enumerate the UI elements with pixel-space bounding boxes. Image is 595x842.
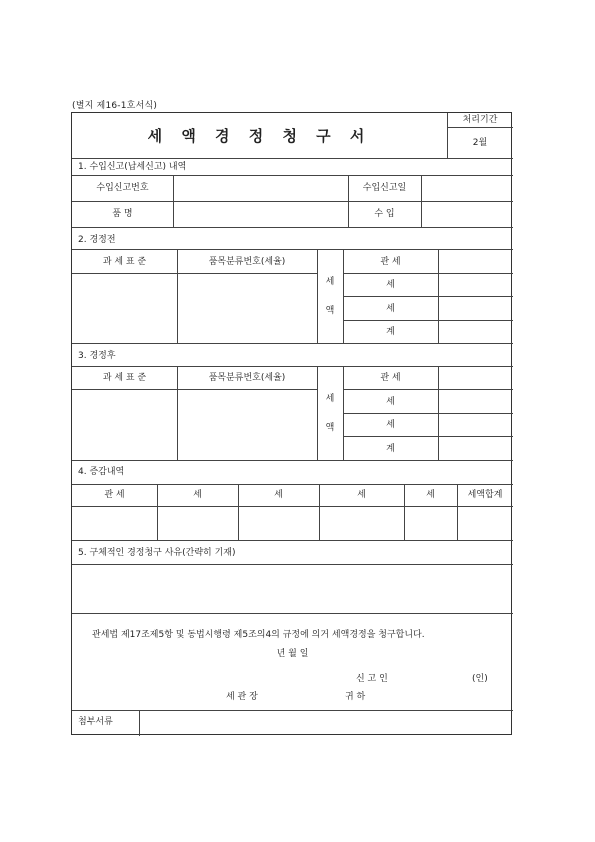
before-tax-amount-label-top: 세	[325, 277, 335, 287]
quantity-label: 수 입	[374, 209, 395, 219]
divider	[317, 249, 318, 343]
divider	[72, 158, 513, 159]
diff-total-field[interactable]	[458, 506, 513, 540]
after-customs-duty-label: 관 세	[380, 373, 401, 383]
after-hs-code-field[interactable]	[178, 389, 317, 460]
diff-customs-duty-field[interactable]	[72, 506, 157, 540]
before-tax3-label: 세	[386, 304, 395, 314]
before-tax-base-field[interactable]	[72, 273, 177, 343]
divider	[72, 227, 513, 228]
form-title: 세 액 경 정 청 구 서	[147, 127, 372, 145]
after-tax2-label: 세	[386, 397, 395, 407]
attachments-label: 첨부서류	[78, 717, 113, 727]
diff-tax4-label: 세	[357, 490, 366, 500]
before-tax-amount-label-bottom: 액	[325, 306, 335, 316]
declaration-number-field[interactable]	[174, 175, 348, 201]
correction-reason-field[interactable]	[72, 565, 513, 613]
diff-total-label: 세액합계	[467, 490, 503, 500]
section3-heading: 3. 경정후	[78, 351, 116, 361]
after-hs-code-label: 품목분류번호(세율)	[208, 373, 286, 383]
diff-tax2-field[interactable]	[158, 506, 238, 540]
processing-period-label: 처리기간	[462, 115, 498, 125]
diff-customs-duty-label: 관 세	[104, 490, 125, 500]
before-hs-code-field[interactable]	[178, 273, 317, 343]
divider	[447, 127, 513, 128]
declaration-date-label: 수입신고일	[362, 183, 407, 193]
after-customs-duty-field[interactable]	[439, 366, 513, 389]
before-total-label: 계	[386, 327, 395, 337]
section4-heading: 4. 증감내역	[78, 467, 125, 477]
diff-tax5-field[interactable]	[405, 506, 457, 540]
divider	[72, 613, 513, 614]
attachments-field[interactable]	[140, 711, 513, 735]
diff-tax2-label: 세	[193, 490, 202, 500]
diff-tax3-label: 세	[274, 490, 283, 500]
after-tax-base-field[interactable]	[72, 389, 177, 460]
after-total-field[interactable]	[439, 436, 513, 460]
after-tax3-label: 세	[386, 420, 395, 430]
before-tax-base-label: 과 세 표 준	[102, 257, 147, 267]
divider	[72, 540, 513, 541]
before-customs-duty-field[interactable]	[439, 249, 513, 273]
before-customs-duty-label: 관 세	[380, 257, 401, 267]
item-name-label: 품 명	[112, 209, 133, 219]
addressee-customs-chief: 세 관 장	[226, 692, 258, 702]
after-tax-amount-label-bottom: 액	[325, 423, 335, 433]
form-number-caption: (별지 제16-1호서식)	[72, 101, 158, 111]
divider	[348, 175, 349, 227]
tax-correction-request-form	[71, 112, 512, 735]
after-tax-base-label: 과 세 표 준	[102, 373, 147, 383]
seal-mark: (인)	[472, 674, 488, 684]
applicant-label: 신 고 인	[356, 674, 388, 684]
before-tax2-field[interactable]	[439, 273, 513, 296]
divider	[72, 484, 513, 485]
divider	[317, 366, 318, 460]
processing-period-value: 2월	[472, 138, 488, 148]
statement-date: 년 월 일	[276, 649, 309, 659]
after-tax-amount-label-top: 세	[325, 394, 335, 404]
divider	[72, 460, 513, 461]
before-tax3-field[interactable]	[439, 296, 513, 320]
addressee-honorific: 귀 하	[345, 692, 366, 702]
quantity-field[interactable]	[422, 201, 513, 227]
section1-heading: 1. 수입신고(납세신고) 내역	[78, 162, 187, 172]
divider	[72, 343, 513, 344]
diff-tax4-field[interactable]	[320, 506, 404, 540]
declaration-number-label: 수입신고번호	[96, 183, 149, 193]
after-total-label: 계	[386, 444, 395, 454]
before-hs-code-label: 품목분류번호(세율)	[208, 257, 286, 267]
statement-text: 관세법 제17조제5항 및 동법시행령 제5조의4의 규정에 의거 세액경정을 청구합니다.	[92, 630, 425, 640]
after-tax2-field[interactable]	[439, 389, 513, 413]
section5-heading: 5. 구체적인 경정청구 사유(간략히 기재)	[78, 548, 236, 558]
section2-heading: 2. 경정전	[78, 235, 116, 245]
diff-tax5-label: 세	[426, 490, 435, 500]
declaration-date-field[interactable]	[422, 175, 513, 201]
before-tax2-label: 세	[386, 280, 395, 290]
before-total-field[interactable]	[439, 320, 513, 343]
item-name-field[interactable]	[174, 201, 348, 227]
diff-tax3-field[interactable]	[239, 506, 319, 540]
after-tax3-field[interactable]	[439, 413, 513, 436]
